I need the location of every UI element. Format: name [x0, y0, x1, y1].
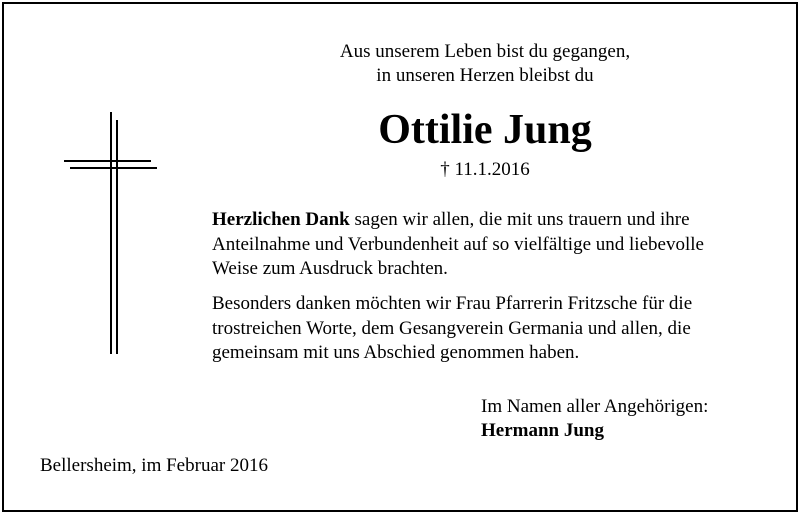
place-date: Bellersheim, im Februar 2016 — [40, 455, 268, 476]
signature-intro: Im Namen aller Angehörigen: — [481, 396, 709, 417]
thanks-paragraph-2 — [212, 292, 772, 366]
thanks-heading: Herzlichen Dank — [212, 209, 350, 230]
thanks-p1-line-2: Anteilnahme und Verbundenheit auf so vielfältige und liebevolle — [212, 233, 704, 255]
deceased-name: Ottilie Jung — [378, 107, 592, 153]
motto-line-1: Aus unserem Leben bist du gegangen, — [339, 41, 631, 62]
thanks-p2-line-3: gemeinsam mit uns Abschied genommen haben. — [212, 342, 580, 363]
motto-line-2: in unseren Herzen bleibst du — [376, 65, 594, 86]
thanks-paragraph-1 — [212, 208, 772, 282]
death-date: † 11.1.2016 — [440, 159, 530, 180]
thanks-p1-line-3: Weise zum Ausdruck brachten. — [212, 258, 448, 279]
thanks-p1-line-1: Herzlichen Dank sagen wir allen, die mit uns trauern und ihre — [212, 209, 690, 230]
thanks-p2-line-2: trostreichen Worte, dem Gesangverein Germania und allen, die — [212, 317, 691, 339]
thanks-p2-line-1: Besonders danken möchten wir Frau Pfarrerin Fritzsche für die — [212, 293, 693, 314]
signature-name: Hermann Jung — [481, 420, 604, 441]
